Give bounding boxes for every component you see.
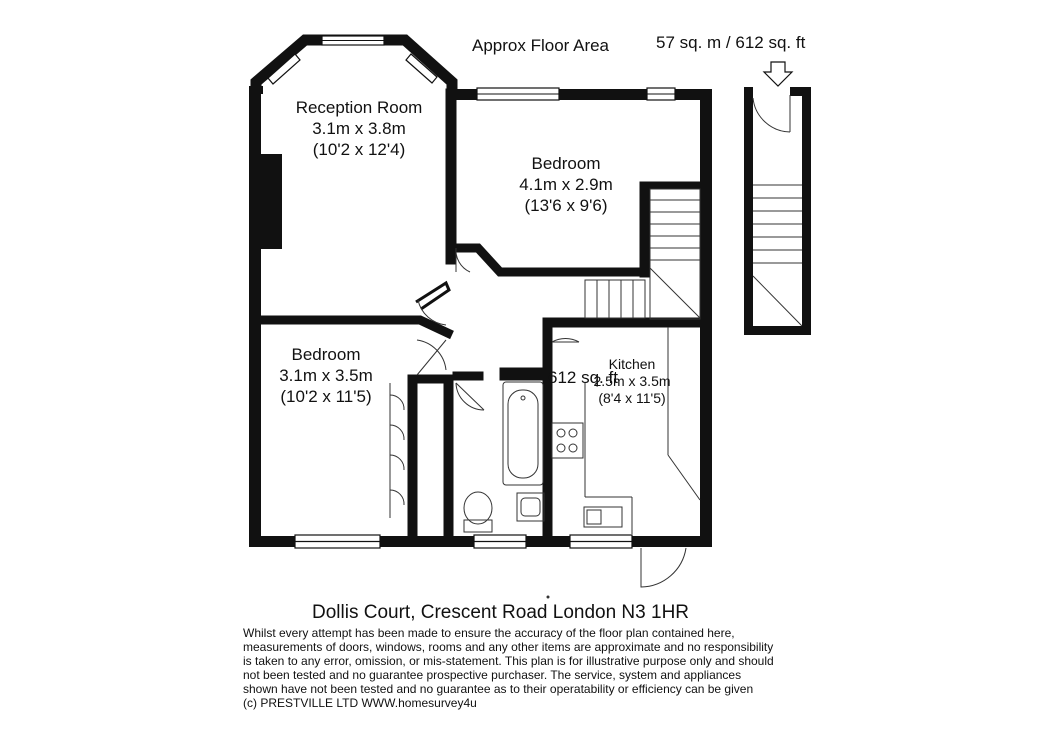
property-address: Dollis Court, Crescent Road London N3 1HR [312, 602, 690, 623]
disclaimer [243, 626, 774, 710]
area-label: Approx Floor Area [472, 36, 610, 55]
room-name: Kitchen [608, 356, 656, 372]
room-label-bedroom-1 [495, 153, 637, 216]
room-name: Reception Room [295, 98, 423, 117]
room-name: Bedroom [291, 345, 361, 364]
room-size-imperial: (13'6 x 9'6) [524, 196, 608, 215]
bathroom-fixtures [464, 382, 544, 532]
bay-window [256, 36, 452, 98]
entrance-arrow-icon [764, 62, 792, 86]
room-size-metric: 3.1m x 3.5m [279, 366, 373, 385]
compass-dot [547, 596, 550, 599]
room-name: Bedroom [531, 154, 601, 173]
disclaimer-line: shown have not been tested and no guarantee as to their operatability or efficiency can be given [243, 682, 754, 696]
disclaimer-line: is taken to any error, omission, or mis-statement. This plan is for illustrative purpose only and should [243, 654, 774, 668]
disclaimer-line: Whilst every attempt has been made to ensure the accuracy of the floor plan contained here, [243, 626, 735, 640]
disclaimer-line: measurements of doors, windows, rooms and any other items are approximate and no responsibility [243, 640, 774, 654]
room-label-bedroom-2 [258, 344, 394, 407]
room-label-reception [270, 97, 448, 160]
overlay-area-text: 612 sq. ft [548, 368, 618, 387]
room-size-imperial: (10'2 x 11'5) [280, 387, 372, 406]
room-size-imperial: (8'4 x 11'5) [598, 390, 666, 406]
room-size-imperial: (10'2 x 12'4) [312, 140, 406, 159]
room-size-metric: 2.5m x 3.5m [593, 373, 671, 389]
disclaimer-line: not been tested and no guarantee prospective purchaser. The service, system and appliances [243, 668, 742, 682]
landing-stair-plan [744, 62, 811, 335]
chimney-breast [261, 154, 282, 249]
area-value: 57 sq. m / 612 sq. ft [656, 33, 806, 52]
room-size-metric: 4.1m x 2.9m [519, 175, 613, 194]
room-size-metric: 3.1m x 3.8m [312, 119, 406, 138]
copyright: (c) PRESTVILLE LTD WWW.homesurvey4u [243, 696, 477, 710]
